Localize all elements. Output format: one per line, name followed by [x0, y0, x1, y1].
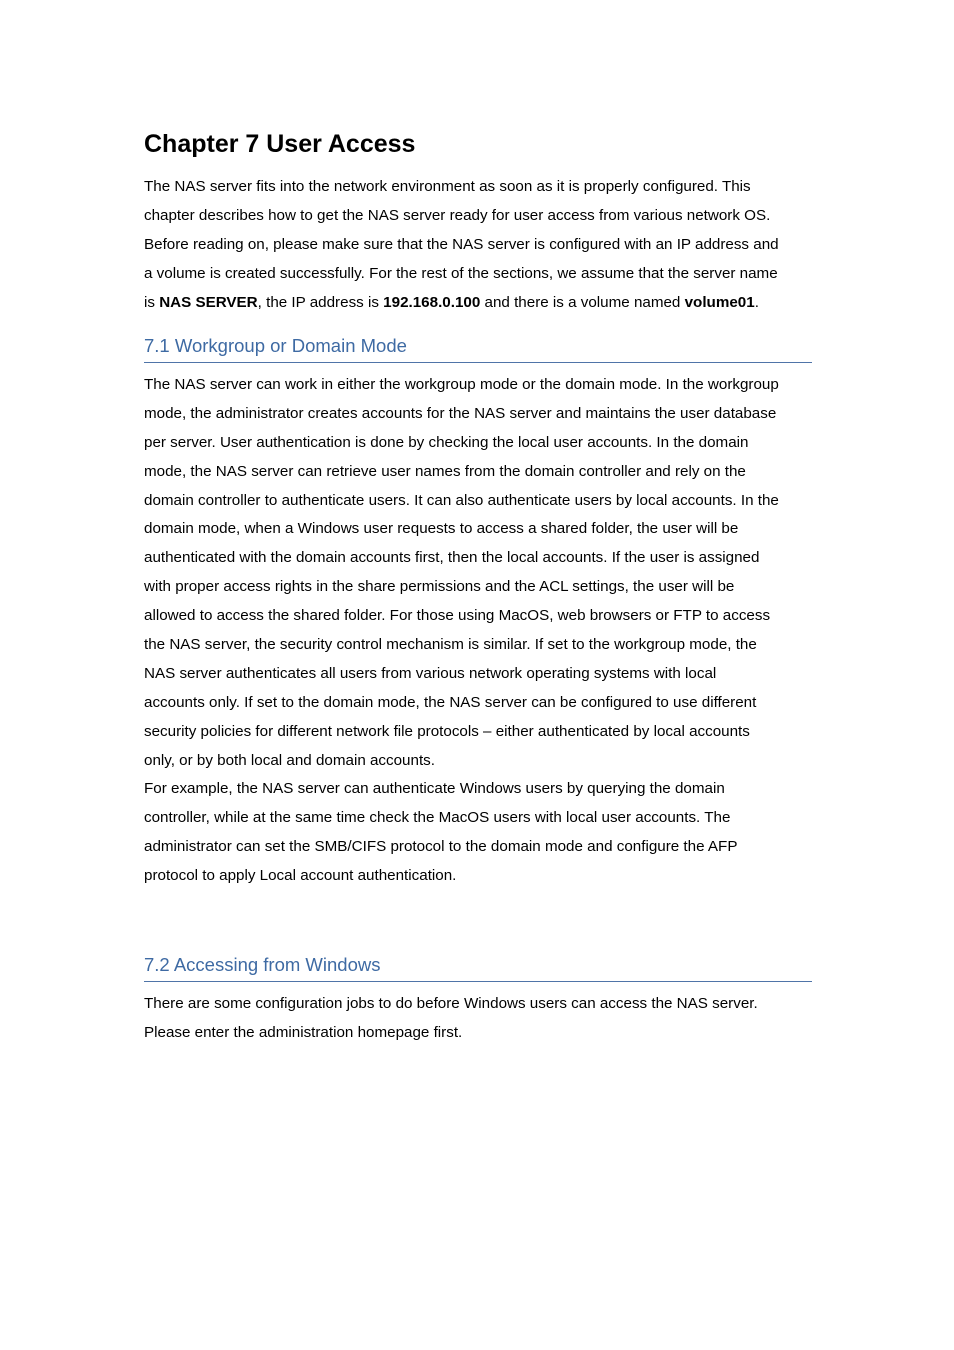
body-line: There are some configuration jobs to do before Windows users can access the NAS server.: [144, 995, 758, 1012]
intro-paragraph: [144, 173, 812, 317]
body-line: The NAS server can work in either the workgroup mode or the domain mode. In the workgroup: [144, 376, 779, 393]
volume-name: volume01: [684, 293, 755, 311]
intro-line: chapter describes how to get the NAS server ready for user access from various network OS.: [144, 206, 771, 224]
body-line: domain mode, when a Windows user requests to access a shared folder, the user will be: [144, 520, 739, 538]
intro-line: The NAS server fits into the network environment as soon as it is properly configured. This: [144, 178, 751, 195]
ip-address: 192.168.0.100: [383, 293, 481, 311]
server-name: NAS SERVER: [159, 293, 258, 311]
intro-line: a volume is created successfully. For the rest of the sections, we assume that the server name: [144, 264, 778, 282]
body-line: mode, the administrator creates accounts for the NAS server and maintains the user database: [144, 404, 777, 422]
chapter-title: Chapter 7 User Access: [144, 130, 416, 158]
body-line: mode, the NAS server can retrieve user names from the domain controller and rely on the: [144, 462, 746, 480]
body-line: administrator can set the SMB/CIFS protocol to the domain mode and configure the AFP: [144, 838, 738, 856]
section-heading-7-1: 7.1 Workgroup or Domain Mode: [144, 333, 812, 363]
intro-text: .: [754, 293, 759, 311]
body-line: protocol to apply Local account authentication.: [144, 867, 457, 885]
body-line: security policies for different network file protocols – either authenticated by local accounts: [144, 722, 750, 740]
intro-text: and there is a volume named: [480, 293, 685, 311]
body-line: with proper access rights in the share permissions and the ACL settings, the user will be: [144, 578, 735, 596]
body-line: accounts only. If set to the domain mode, the NAS server can be configured to use different: [144, 693, 757, 711]
body-line: Please enter the administration homepage first.: [144, 1023, 463, 1041]
body-line: For example, the NAS server can authenticate Windows users by querying the domain: [144, 780, 725, 798]
body-line: authenticated with the domain accounts first, then the local accounts. If the user is assigned: [144, 549, 760, 567]
section-heading-7-2: 7.2 Accessing from Windows: [144, 952, 812, 982]
intro-text: is: [144, 293, 160, 311]
section-7-1-body: [144, 371, 812, 891]
body-line: only, or by both local and domain accounts.: [144, 751, 435, 769]
body-line: the NAS server, the security control mechanism is similar. If set to the workgroup mode, the: [144, 636, 757, 654]
body-line: controller, while at the same time check the MacOS users with local user accounts. The: [144, 809, 731, 827]
body-line: per server. User authentication is done by checking the local user accounts. In the domain: [144, 433, 749, 451]
body-line: NAS server authenticates all users from various network operating systems with local: [144, 664, 717, 682]
body-line: domain controller to authenticate users. It can also authenticate users by local accounts. In the: [144, 491, 779, 509]
intro-line: Before reading on, please make sure that the NAS server is configured with an IP address and: [144, 235, 779, 253]
body-line: allowed to access the shared folder. For those using MacOS, web browsers or FTP to access: [144, 607, 771, 625]
intro-text: , the IP address is: [257, 293, 384, 311]
intro-line-last: [144, 289, 812, 318]
section-7-2-body: [144, 990, 812, 1048]
